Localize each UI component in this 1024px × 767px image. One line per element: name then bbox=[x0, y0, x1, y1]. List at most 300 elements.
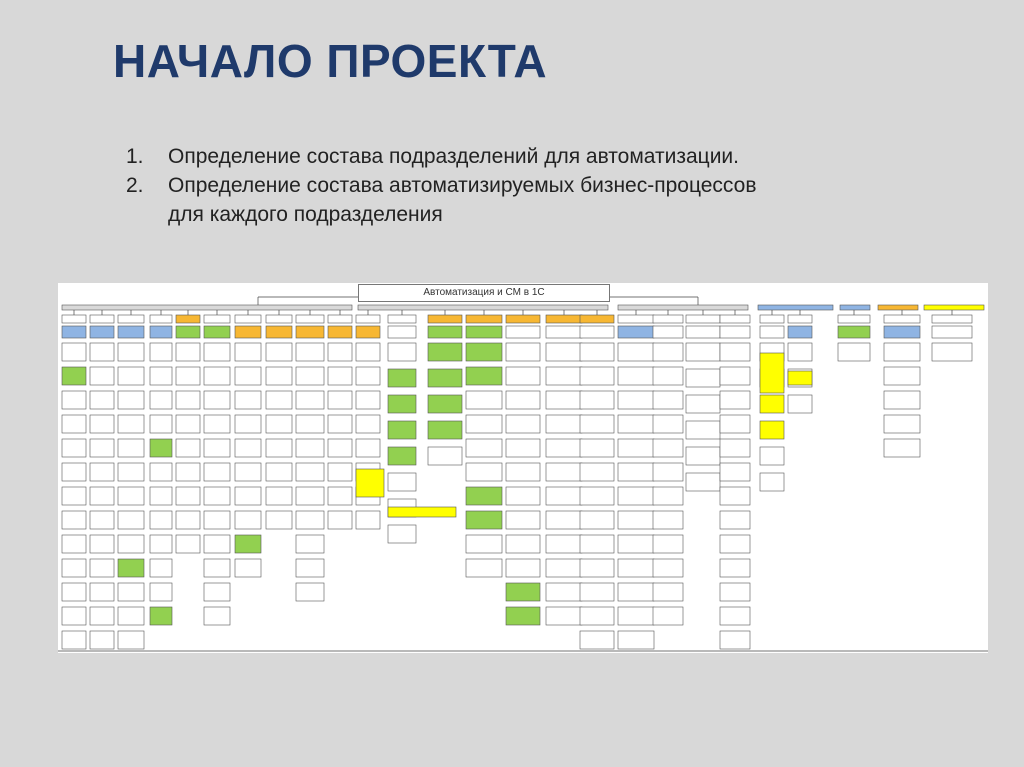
process-box bbox=[428, 447, 462, 465]
process-box bbox=[90, 607, 114, 625]
process-box bbox=[618, 391, 654, 409]
bullet-number: 2. bbox=[126, 174, 144, 197]
process-box bbox=[580, 326, 614, 338]
process-box bbox=[388, 343, 416, 361]
process-box bbox=[428, 343, 462, 361]
process-box bbox=[204, 415, 230, 433]
process-box bbox=[466, 415, 502, 433]
process-box bbox=[428, 369, 462, 387]
process-box bbox=[506, 535, 540, 553]
process-box bbox=[328, 463, 352, 481]
process-box bbox=[580, 439, 614, 457]
process-box bbox=[90, 487, 114, 505]
column-header-box bbox=[296, 315, 324, 323]
org-process-diagram bbox=[58, 283, 988, 653]
process-box bbox=[788, 326, 812, 338]
column-header-box bbox=[653, 315, 683, 323]
process-box bbox=[204, 326, 230, 338]
process-box bbox=[653, 367, 683, 385]
process-box bbox=[466, 391, 502, 409]
process-box bbox=[388, 447, 416, 465]
process-box bbox=[388, 395, 416, 413]
process-box bbox=[118, 559, 144, 577]
process-box bbox=[356, 415, 380, 433]
diagram-title: Автоматизация и СМ в 1С bbox=[358, 284, 610, 302]
process-box bbox=[62, 559, 86, 577]
process-box bbox=[328, 511, 352, 529]
process-box bbox=[506, 607, 540, 625]
process-box bbox=[62, 439, 86, 457]
process-box bbox=[62, 343, 86, 361]
process-box bbox=[580, 607, 614, 625]
process-box bbox=[546, 439, 582, 457]
process-box bbox=[296, 439, 324, 457]
process-box bbox=[90, 631, 114, 649]
process-box bbox=[62, 631, 86, 649]
process-box bbox=[428, 326, 462, 338]
process-box bbox=[428, 421, 462, 439]
process-box bbox=[296, 463, 324, 481]
process-box bbox=[720, 535, 750, 553]
process-box bbox=[235, 326, 261, 338]
process-box bbox=[90, 511, 114, 529]
process-box bbox=[388, 525, 416, 543]
process-box bbox=[506, 439, 540, 457]
process-box bbox=[788, 395, 812, 413]
process-box bbox=[546, 535, 582, 553]
process-box bbox=[653, 583, 683, 601]
column-header-box bbox=[760, 315, 784, 323]
process-box bbox=[388, 473, 416, 491]
process-box bbox=[720, 583, 750, 601]
process-box bbox=[686, 447, 720, 465]
process-box bbox=[653, 559, 683, 577]
process-box bbox=[118, 391, 144, 409]
column-header-box bbox=[686, 315, 720, 323]
process-box bbox=[580, 559, 614, 577]
process-box bbox=[653, 463, 683, 481]
process-box bbox=[296, 535, 324, 553]
process-box bbox=[204, 367, 230, 385]
process-box bbox=[90, 343, 114, 361]
process-box bbox=[266, 487, 292, 505]
column-header-box bbox=[838, 315, 870, 323]
process-box bbox=[506, 583, 540, 601]
process-box bbox=[176, 326, 200, 338]
process-box bbox=[90, 463, 114, 481]
process-box bbox=[618, 367, 654, 385]
process-box bbox=[506, 343, 540, 361]
process-box bbox=[580, 583, 614, 601]
process-box bbox=[176, 487, 200, 505]
process-box bbox=[235, 487, 261, 505]
process-box bbox=[328, 367, 352, 385]
process-box bbox=[356, 343, 380, 361]
process-box bbox=[204, 463, 230, 481]
process-box bbox=[884, 439, 920, 457]
process-box bbox=[62, 391, 86, 409]
process-box bbox=[62, 367, 86, 385]
process-box bbox=[720, 463, 750, 481]
process-box bbox=[150, 326, 172, 338]
process-box bbox=[686, 395, 720, 413]
group-header bbox=[618, 305, 748, 310]
process-box bbox=[204, 535, 230, 553]
process-box bbox=[580, 535, 614, 553]
process-box bbox=[580, 391, 614, 409]
process-box bbox=[204, 487, 230, 505]
process-box bbox=[296, 487, 324, 505]
process-box bbox=[266, 343, 292, 361]
column-header-box bbox=[356, 315, 380, 323]
process-box bbox=[118, 463, 144, 481]
process-box bbox=[204, 439, 230, 457]
process-box bbox=[204, 511, 230, 529]
process-box bbox=[118, 607, 144, 625]
process-box bbox=[235, 343, 261, 361]
process-box bbox=[176, 343, 200, 361]
process-box bbox=[150, 367, 172, 385]
column-header-box bbox=[884, 315, 920, 323]
process-box bbox=[618, 326, 654, 338]
process-box bbox=[356, 367, 380, 385]
column-header-box bbox=[546, 315, 582, 323]
process-box bbox=[546, 391, 582, 409]
process-box bbox=[296, 511, 324, 529]
process-box bbox=[720, 559, 750, 577]
process-box bbox=[686, 326, 720, 338]
process-box bbox=[653, 511, 683, 529]
process-box bbox=[266, 463, 292, 481]
column-header-box bbox=[118, 315, 144, 323]
column-header-box bbox=[388, 315, 416, 323]
column-header-box bbox=[466, 315, 502, 323]
column-header-box bbox=[150, 315, 172, 323]
process-box bbox=[546, 487, 582, 505]
process-box bbox=[118, 439, 144, 457]
process-box bbox=[62, 487, 86, 505]
process-box bbox=[546, 607, 582, 625]
process-box bbox=[760, 326, 784, 338]
process-box bbox=[388, 421, 416, 439]
process-box bbox=[618, 631, 654, 649]
process-box bbox=[62, 607, 86, 625]
process-box bbox=[720, 631, 750, 649]
process-box bbox=[760, 421, 784, 439]
process-box bbox=[266, 367, 292, 385]
process-box bbox=[296, 391, 324, 409]
process-box bbox=[720, 391, 750, 409]
process-box bbox=[235, 439, 261, 457]
bullet-text: Определение состава подразделений для автоматизации. bbox=[168, 145, 739, 168]
process-box bbox=[62, 511, 86, 529]
process-box bbox=[788, 343, 812, 361]
process-box bbox=[546, 463, 582, 481]
process-box bbox=[506, 511, 540, 529]
process-box bbox=[653, 326, 683, 338]
process-box bbox=[90, 535, 114, 553]
column-header-box bbox=[176, 315, 200, 323]
process-box bbox=[328, 439, 352, 457]
diagram-canvas bbox=[58, 283, 988, 653]
process-box bbox=[150, 415, 172, 433]
process-box bbox=[118, 631, 144, 649]
process-box bbox=[686, 343, 720, 361]
process-box bbox=[618, 535, 654, 553]
process-box bbox=[653, 607, 683, 625]
process-box bbox=[428, 395, 462, 413]
process-box bbox=[204, 559, 230, 577]
process-box bbox=[618, 343, 654, 361]
process-box bbox=[296, 415, 324, 433]
process-box bbox=[328, 326, 352, 338]
process-box bbox=[150, 391, 172, 409]
process-box bbox=[686, 369, 720, 387]
process-box bbox=[118, 487, 144, 505]
process-box bbox=[838, 326, 870, 338]
process-box bbox=[720, 511, 750, 529]
process-box bbox=[388, 326, 416, 338]
process-box bbox=[760, 447, 784, 465]
process-box bbox=[466, 487, 502, 505]
column-header-box bbox=[932, 315, 972, 323]
process-box bbox=[90, 439, 114, 457]
process-box bbox=[580, 343, 614, 361]
process-box bbox=[720, 439, 750, 457]
column-header-box bbox=[266, 315, 292, 323]
process-box bbox=[580, 631, 614, 649]
process-box bbox=[618, 487, 654, 505]
process-box bbox=[118, 535, 144, 553]
process-box bbox=[580, 487, 614, 505]
process-box bbox=[760, 473, 784, 491]
group-header bbox=[924, 305, 984, 310]
bullet-item-1 bbox=[126, 142, 766, 171]
process-box bbox=[653, 415, 683, 433]
process-box bbox=[506, 391, 540, 409]
group-header bbox=[878, 305, 918, 310]
process-box bbox=[90, 415, 114, 433]
process-box bbox=[884, 343, 920, 361]
column-header-box bbox=[506, 315, 540, 323]
process-box bbox=[580, 415, 614, 433]
process-box bbox=[506, 326, 540, 338]
process-box bbox=[466, 367, 502, 385]
column-header-box bbox=[90, 315, 114, 323]
process-box bbox=[150, 583, 172, 601]
column-header-box bbox=[788, 315, 812, 323]
process-box bbox=[546, 415, 582, 433]
process-box bbox=[118, 343, 144, 361]
process-box bbox=[62, 326, 86, 338]
process-box bbox=[118, 511, 144, 529]
process-box bbox=[388, 507, 456, 517]
process-box bbox=[466, 439, 502, 457]
process-box bbox=[90, 326, 114, 338]
process-box bbox=[466, 559, 502, 577]
group-header bbox=[358, 305, 608, 310]
process-box bbox=[686, 421, 720, 439]
group-header bbox=[62, 305, 352, 310]
process-box bbox=[546, 367, 582, 385]
process-box bbox=[176, 535, 200, 553]
process-box bbox=[328, 487, 352, 505]
column-header-box bbox=[62, 315, 86, 323]
process-box bbox=[90, 559, 114, 577]
process-box bbox=[720, 607, 750, 625]
process-box bbox=[235, 415, 261, 433]
process-box bbox=[466, 463, 502, 481]
process-box bbox=[506, 559, 540, 577]
process-box bbox=[296, 367, 324, 385]
process-box bbox=[932, 326, 972, 338]
process-box bbox=[235, 367, 261, 385]
process-box bbox=[580, 511, 614, 529]
process-box bbox=[204, 391, 230, 409]
process-box bbox=[296, 583, 324, 601]
process-box bbox=[618, 415, 654, 433]
process-box bbox=[884, 326, 920, 338]
process-box bbox=[62, 535, 86, 553]
slide-title: НАЧАЛО ПРОЕКТА bbox=[113, 35, 548, 87]
process-box bbox=[118, 367, 144, 385]
process-box bbox=[328, 343, 352, 361]
column-header-box bbox=[720, 315, 750, 323]
column-header-box bbox=[428, 315, 462, 323]
process-box bbox=[884, 415, 920, 433]
process-box bbox=[760, 353, 784, 393]
process-box bbox=[204, 343, 230, 361]
process-box bbox=[90, 391, 114, 409]
process-box bbox=[150, 487, 172, 505]
process-box bbox=[266, 326, 292, 338]
process-box bbox=[204, 607, 230, 625]
process-box bbox=[466, 511, 502, 529]
process-box bbox=[90, 583, 114, 601]
process-box bbox=[686, 473, 720, 491]
process-box bbox=[653, 391, 683, 409]
process-box bbox=[546, 583, 582, 601]
process-box bbox=[150, 535, 172, 553]
process-box bbox=[760, 395, 784, 413]
process-box bbox=[580, 463, 614, 481]
process-box bbox=[506, 487, 540, 505]
process-box bbox=[720, 343, 750, 361]
process-box bbox=[62, 583, 86, 601]
process-box bbox=[788, 371, 812, 385]
process-box bbox=[356, 469, 384, 497]
process-box bbox=[235, 559, 261, 577]
process-box bbox=[720, 487, 750, 505]
process-box bbox=[176, 463, 200, 481]
process-box bbox=[466, 343, 502, 361]
process-box bbox=[150, 607, 172, 625]
process-box bbox=[356, 511, 380, 529]
process-box bbox=[62, 463, 86, 481]
group-header bbox=[758, 305, 833, 310]
process-box bbox=[176, 511, 200, 529]
process-box bbox=[356, 391, 380, 409]
column-header-box bbox=[580, 315, 614, 323]
process-box bbox=[62, 415, 86, 433]
bullet-number: 1. bbox=[126, 145, 144, 168]
column-header-box bbox=[328, 315, 352, 323]
process-box bbox=[506, 367, 540, 385]
bullet-item-2 bbox=[126, 171, 766, 229]
process-box bbox=[296, 326, 324, 338]
process-box bbox=[118, 583, 144, 601]
process-box bbox=[150, 511, 172, 529]
process-box bbox=[506, 463, 540, 481]
process-box bbox=[580, 367, 614, 385]
process-box bbox=[546, 559, 582, 577]
process-box bbox=[618, 559, 654, 577]
process-box bbox=[176, 415, 200, 433]
process-box bbox=[720, 326, 750, 338]
process-box bbox=[266, 415, 292, 433]
process-box bbox=[176, 439, 200, 457]
process-box bbox=[118, 415, 144, 433]
process-box bbox=[266, 439, 292, 457]
process-box bbox=[328, 415, 352, 433]
process-box bbox=[838, 343, 870, 361]
process-box bbox=[176, 367, 200, 385]
process-box bbox=[356, 326, 380, 338]
process-box bbox=[932, 343, 972, 361]
process-box bbox=[466, 535, 502, 553]
process-box bbox=[235, 511, 261, 529]
process-box bbox=[618, 607, 654, 625]
process-box bbox=[653, 535, 683, 553]
process-box bbox=[235, 391, 261, 409]
process-box bbox=[150, 559, 172, 577]
process-box bbox=[266, 511, 292, 529]
column-header-box bbox=[618, 315, 654, 323]
group-header bbox=[840, 305, 870, 310]
process-box bbox=[618, 511, 654, 529]
process-box bbox=[618, 583, 654, 601]
process-box bbox=[720, 415, 750, 433]
process-box bbox=[653, 487, 683, 505]
process-box bbox=[466, 326, 502, 338]
process-box bbox=[884, 391, 920, 409]
process-box bbox=[618, 463, 654, 481]
process-box bbox=[90, 367, 114, 385]
process-box bbox=[546, 343, 582, 361]
process-box bbox=[884, 367, 920, 385]
process-box bbox=[150, 439, 172, 457]
process-box bbox=[204, 583, 230, 601]
process-box bbox=[296, 343, 324, 361]
process-box bbox=[235, 535, 261, 553]
process-box bbox=[388, 369, 416, 387]
process-box bbox=[653, 343, 683, 361]
bullet-list bbox=[126, 142, 766, 229]
process-box bbox=[356, 439, 380, 457]
process-box bbox=[506, 415, 540, 433]
column-header-box bbox=[235, 315, 261, 323]
process-box bbox=[150, 343, 172, 361]
process-box bbox=[546, 511, 582, 529]
bullet-text: Определение состава автоматизируемых бизнес-процессов для каждого подразделения bbox=[168, 174, 757, 226]
process-box bbox=[653, 439, 683, 457]
process-box bbox=[296, 559, 324, 577]
process-box bbox=[266, 391, 292, 409]
process-box bbox=[720, 367, 750, 385]
process-box bbox=[618, 439, 654, 457]
process-box bbox=[235, 463, 261, 481]
process-box bbox=[118, 326, 144, 338]
